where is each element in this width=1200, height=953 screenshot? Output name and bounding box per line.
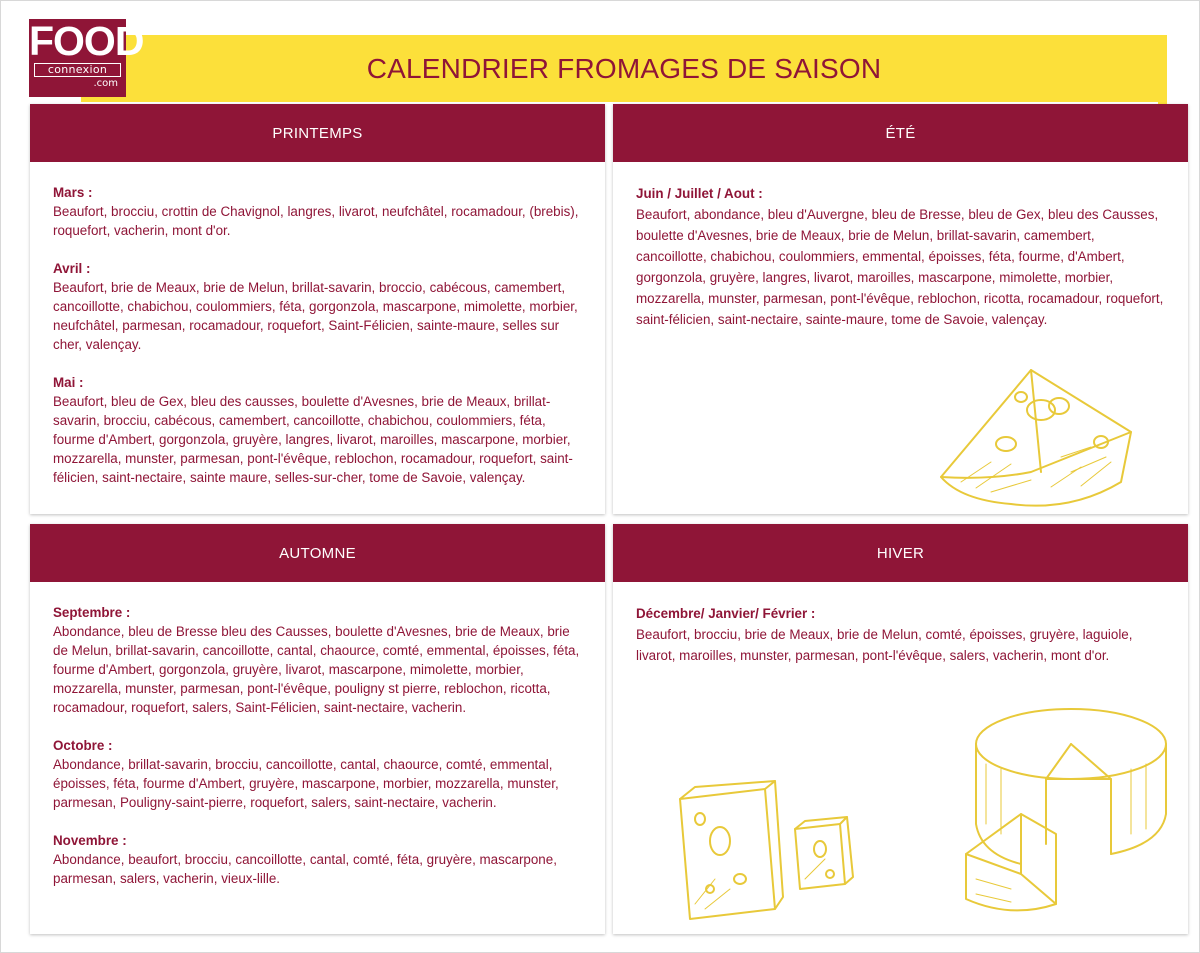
cheese-list: Beaufort, abondance, bleu d'Auvergne, bleu de Bresse, bleu de Gex, bleu des Causses, boulette d'Avesnes, brie de Meaux, brie de Melun, brillat-savarin, camembert, cancoillotte, chabichou, coulommiers, emmental, époisses, féta, fourme, d'Ambert, gorgonzola, gruyère, langres, livarot, maroilles, mascarpone, mimolette, morbier, mozzarella, munster, parmesan, pont-l'évêque, reblochon, ricotta, rocamadour, roquefort, saint-félicien, saint-nectaire, sainte-maure, tome de Savoie, valençay. [636,207,1164,327]
month-name: Mars : [53,185,93,200]
month-block [636,183,1166,330]
month-block [636,603,1166,666]
cheese-list: Beaufort, bleu de Gex, bleu des causses, boulette d'Avesnes, brie de Meaux, brillat-savarin, brocciu, cabécous, camembert, cancoillotte, chabichou, coulommiers, féta, fourme d'Ambert, gorgonzola, gruyère, langres, livarot, maroilles, mascarpone, morbier, mozzarella, munster, parmesan, pont-l'évêque, reblochon, rocamadour, roquefort, saint-félicien, saint-nectaire, sainte maure, selles-sur-cher, tome de Savoie, valençay. [53,394,573,485]
season-card-hiver [613,524,1188,934]
month-name: Décembre/ Janvier/ Février : [636,606,816,621]
season-card-printemps [30,104,605,514]
cheese-blocks-illustration [675,779,875,929]
logo-text-food: FOOD [29,18,144,64]
month-name: Octobre : [53,738,113,753]
cheese-list: Beaufort, brocciu, brie de Meaux, brie de Melun, comté, époisses, gruyère, laguiole, livarot, maroilles, munster, parmesan, pont-l'évêque, salers, vacherin, mont d'or. [636,627,1133,663]
month-name: Novembre : [53,833,127,848]
season-header-automne: AUTOMNE [30,524,605,582]
season-header-printemps: PRINTEMPS [30,104,605,162]
season-body-ete [613,162,1188,330]
month-block [53,259,583,354]
season-body-automne [30,582,605,888]
page-title: CALENDRIER FROMAGES DE SAISON [366,52,882,84]
season-header-hiver: HIVER [613,524,1188,582]
month-block [53,373,583,487]
month-block [53,736,583,812]
month-block [53,603,583,717]
season-card-automne [30,524,605,934]
season-body-printemps [30,162,605,487]
month-name: Juin / Juillet / Aout : [636,186,763,201]
cheese-list: Abondance, bleu de Bresse bleu des Causses, boulette d'Avesnes, brie de Meaux, brie de Melun, brillat-savarin, cancoillotte, cantal, chaource, comté, emmental, époisses, féta, fourme d'Ambert, gorgonzola, gruyère, livarot, mascarpone, mimolette, morbier, mozzarella, munster, parmesan, pont-l'évêque, pouligny st pierre, reblochon, ricotta, rocamadour, roquefort, salers, Saint-Félicien, saint-nectaire, vacherin. [53,624,580,715]
season-header-ete: ÉTÉ [613,104,1188,162]
month-name: Septembre : [53,605,131,620]
cheese-list: Beaufort, brie de Meaux, brie de Melun, brillat-savarin, broccio, cabécous, camembert, cancoillotte, chabichou, coulommiers, féta, gorgonzola, mascarpone, mimolette, morbier, neufchâtel, parmesan, rocamadour, roquefort, Saint-Félicien, sainte-maure, selles sur cher, valençay. [53,280,578,352]
month-block [53,831,583,888]
month-name: Avril : [53,261,91,276]
logo-text-connexion: connexion [34,63,121,77]
season-body-hiver [613,582,1188,666]
month-name: Mai : [53,375,84,390]
logo-text-domain: .com [93,78,118,89]
cheese-list: Abondance, brillat-savarin, brocciu, cancoillotte, cantal, chaource, comté, emmental, époisses, féta, fourme d'Ambert, gruyère, mascarpone, morbier, mozzarella, munster, parmesan, Pouligny-saint-pierre, roquefort, salers, saint-nectaire, vacherin. [53,757,559,810]
cheese-list: Beaufort, brocciu, crottin de Chavignol, langres, livarot, neufchâtel, rocamadour, (brebis), roquefort, vacherin, mont d'or. [53,204,579,238]
month-block [53,183,583,240]
food-connexion-logo [29,18,144,97]
cheese-wedge-illustration [931,362,1151,512]
cheese-wheel-illustration [961,704,1171,924]
season-card-ete [613,104,1188,514]
cheese-list: Abondance, beaufort, brocciu, cancoillotte, cantal, comté, féta, gruyère, mascarpone, parmesan, salers, vacherin, vieux-lille. [53,852,557,886]
